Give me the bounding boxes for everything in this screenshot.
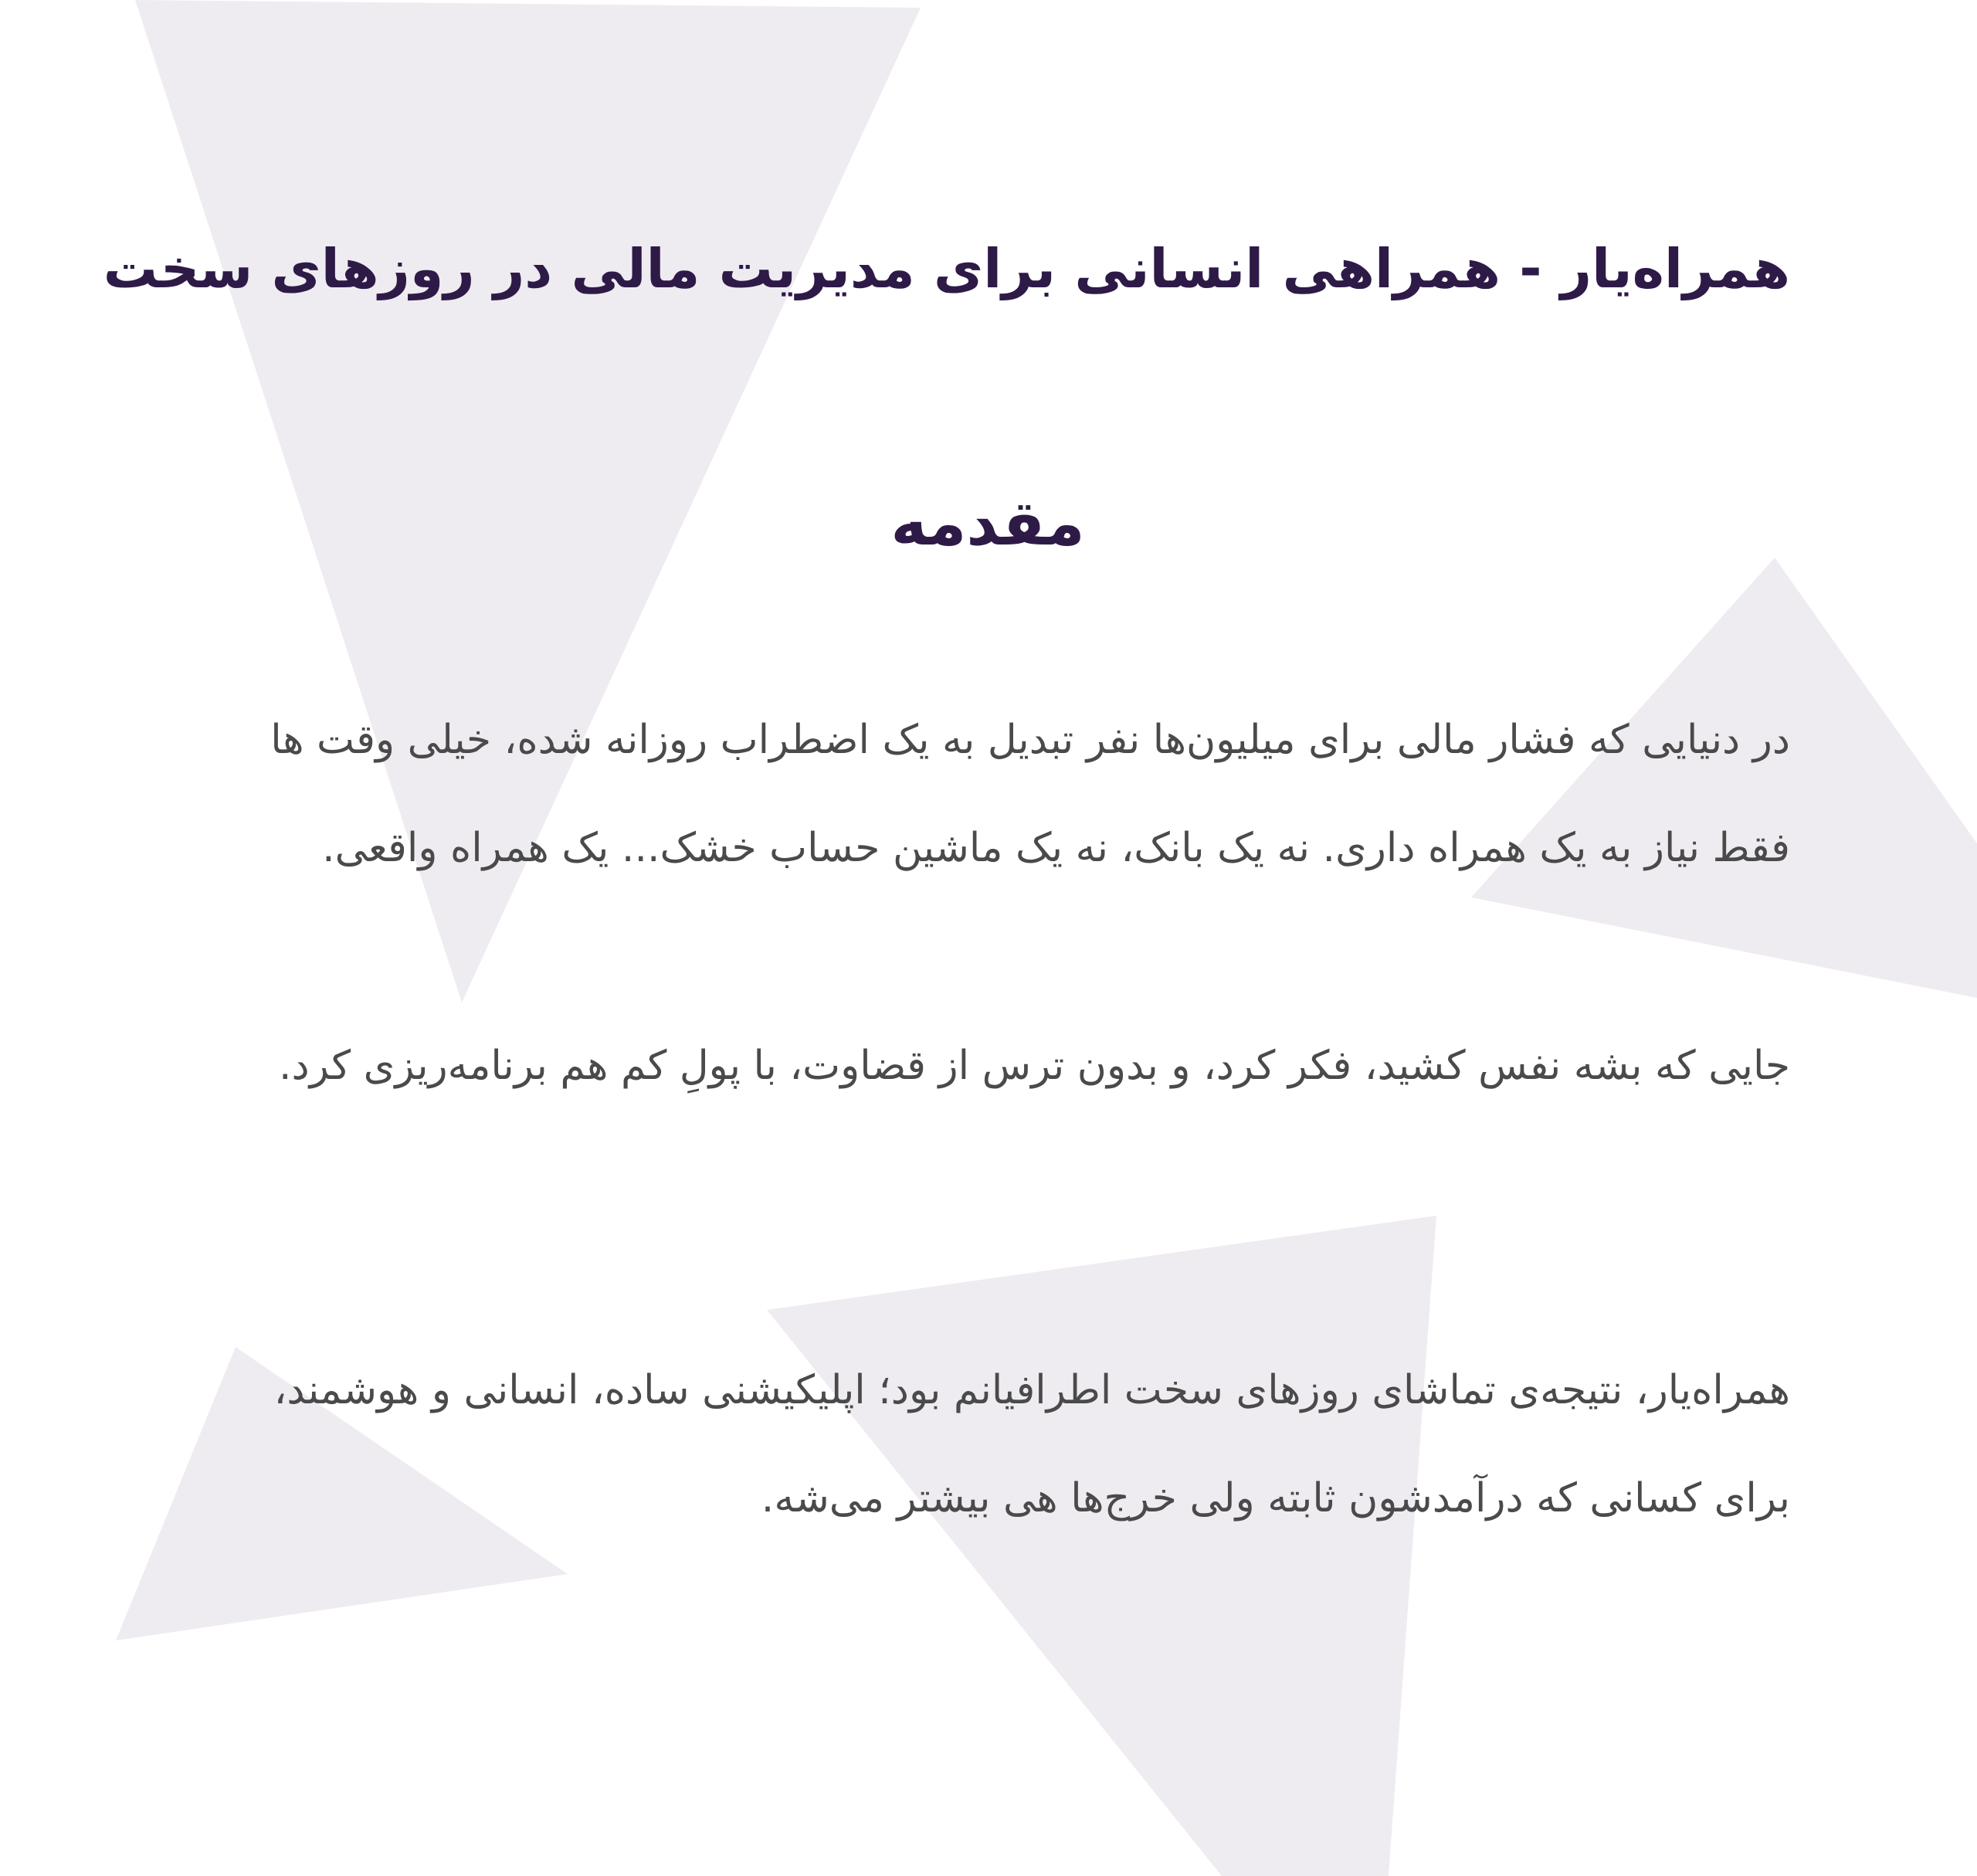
paragraph-app-description: همراه‌یار، نتیجه‌ی تماشای روزهای سخت اطرافیانم بود؛ اپلیکیشنی ساده، انسانی و هوشمند، برای کسانی که درآمدشون ثابته ولی خرج‌ها هی بیشتر می‌شه. [273,1367,1790,1521]
paragraph-planning: جایی که بشه نفس کشید، فکر کرد، و بدون ترس از قضاوت، با پولِ کم هم برنامه‌ریزی کرد. [279,1043,1790,1089]
document-content [103,0,1790,1876]
section-heading-introduction: مقدمه [890,487,1085,559]
document-title: همراه‌یار - همراهی انسانی برای مدیریت مالی در روزهای سخت [103,237,1790,300]
paragraph-intro: در دنیایی که فشار مالی برای میلیون‌ها نفر تبدیل به یک اضطراب روزانه شده، خیلی وقت ها فقط نیاز به یک همراه داری. نه یک بانک، نه یک ماشین حساب خشک... یک همراه واقعی. [270,717,1790,871]
